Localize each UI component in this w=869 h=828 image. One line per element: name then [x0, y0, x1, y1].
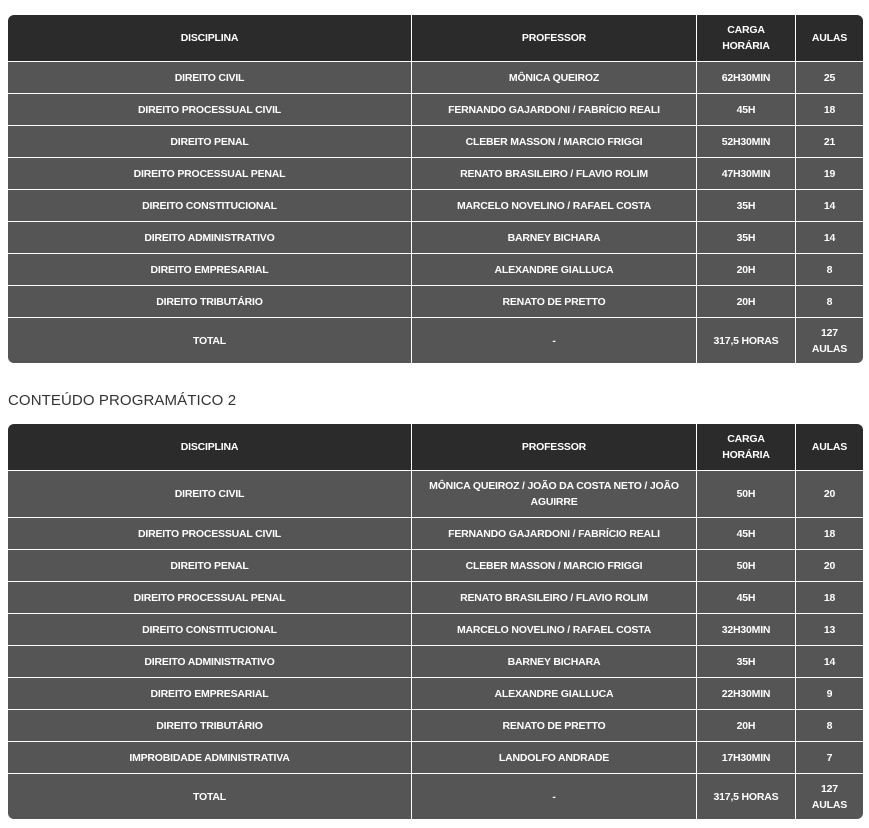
header-aulas: AULAS — [796, 424, 863, 471]
cell-professor: BARNEY BICHARA — [412, 646, 697, 678]
table-row — [8, 471, 863, 518]
cell-carga-horaria: 50H — [697, 471, 796, 518]
cell-professor: RENATO BRASILEIRO / FLAVIO ROLIM — [412, 582, 697, 614]
cell-carga-horaria: 45H — [697, 582, 796, 614]
cell-aulas: 8 — [796, 254, 863, 286]
cell-disciplina: DIREITO CONSTITUCIONAL — [8, 614, 412, 646]
cell-carga-horaria: 35H — [697, 222, 796, 254]
total-carga-horaria: 317,5 HORAS — [697, 318, 796, 363]
cell-carga-horaria: 20H — [697, 710, 796, 742]
cell-professor: RENATO BRASILEIRO / FLAVIO ROLIM — [412, 158, 697, 190]
cell-professor: MÔNICA QUEIROZ / JOÃO DA COSTA NETO / JOÃO AGUIRRE — [412, 471, 697, 518]
cell-disciplina: DIREITO TRIBUTÁRIO — [8, 710, 412, 742]
table-row — [8, 550, 863, 582]
cell-disciplina: DIREITO ADMINISTRATIVO — [8, 646, 412, 678]
cell-professor: FERNANDO GAJARDONI / FABRÍCIO REALI — [412, 94, 697, 126]
header-disciplina: DISCIPLINA — [8, 424, 412, 471]
table-row — [8, 678, 863, 710]
cell-professor: MÔNICA QUEIROZ — [412, 62, 697, 94]
cell-carga-horaria: 20H — [697, 286, 796, 318]
cell-disciplina: IMPROBIDADE ADMINISTRATIVA — [8, 742, 412, 774]
cell-carga-horaria: 22H30MIN — [697, 678, 796, 710]
table-row — [8, 126, 863, 158]
cell-disciplina: DIREITO PROCESSUAL PENAL — [8, 582, 412, 614]
table-1-body — [8, 62, 863, 363]
header-carga-horaria — [697, 424, 796, 471]
header-carga-line1: CARGA — [727, 433, 765, 445]
table-row — [8, 158, 863, 190]
table-row — [8, 286, 863, 318]
cell-professor: MARCELO NOVELINO / RAFAEL COSTA — [412, 190, 697, 222]
cell-carga-horaria: 35H — [697, 646, 796, 678]
cell-aulas: 21 — [796, 126, 863, 158]
cell-aulas: 25 — [796, 62, 863, 94]
cell-disciplina: DIREITO ADMINISTRATIVO — [8, 222, 412, 254]
cell-disciplina: DIREITO EMPRESARIAL — [8, 678, 412, 710]
total-aulas — [796, 774, 863, 819]
cell-disciplina: DIREITO CONSTITUCIONAL — [8, 190, 412, 222]
cell-aulas: 8 — [796, 710, 863, 742]
cell-professor: FERNANDO GAJARDONI / FABRÍCIO REALI — [412, 518, 697, 550]
total-aulas-line2: AULAS — [811, 342, 848, 355]
cell-carga-horaria: 20H — [697, 254, 796, 286]
table-row — [8, 222, 863, 254]
table-row — [8, 614, 863, 646]
cell-disciplina: DIREITO TRIBUTÁRIO — [8, 286, 412, 318]
table-row — [8, 254, 863, 286]
course-table-1 — [8, 15, 863, 363]
header-disciplina: DISCIPLINA — [8, 15, 412, 62]
cell-carga-horaria: 47H30MIN — [697, 158, 796, 190]
cell-professor: MARCELO NOVELINO / RAFAEL COSTA — [412, 614, 697, 646]
cell-disciplina: DIREITO PROCESSUAL CIVIL — [8, 518, 412, 550]
header-professor: PROFESSOR — [412, 424, 697, 471]
header-carga-horaria — [697, 15, 796, 62]
table-header-row — [8, 424, 863, 471]
cell-aulas: 20 — [796, 550, 863, 582]
cell-disciplina: DIREITO CIVIL — [8, 62, 412, 94]
total-professor: - — [412, 774, 697, 819]
cell-disciplina: DIREITO PENAL — [8, 126, 412, 158]
cell-disciplina: DIREITO PENAL — [8, 550, 412, 582]
cell-disciplina: DIREITO PROCESSUAL PENAL — [8, 158, 412, 190]
cell-professor: ALEXANDRE GIALLUCA — [412, 254, 697, 286]
total-aulas — [796, 318, 863, 363]
cell-disciplina: DIREITO CIVIL — [8, 471, 412, 518]
cell-aulas: 9 — [796, 678, 863, 710]
section-title: CONTEÚDO PROGRAMÁTICO 2 — [8, 392, 237, 409]
cell-aulas: 14 — [796, 646, 863, 678]
total-aulas-line1: 127 — [821, 326, 838, 339]
total-label: TOTAL — [8, 774, 412, 819]
course-table-2 — [8, 424, 863, 819]
cell-professor: CLEBER MASSON / MARCIO FRIGGI — [412, 126, 697, 158]
header-professor: PROFESSOR — [412, 15, 697, 62]
table-2-container — [8, 424, 863, 819]
table-row — [8, 646, 863, 678]
cell-carga-horaria: 52H30MIN — [697, 126, 796, 158]
cell-professor: BARNEY BICHARA — [412, 222, 697, 254]
total-row — [8, 318, 863, 363]
cell-professor: RENATO DE PRETTO — [412, 286, 697, 318]
cell-carga-horaria: 32H30MIN — [697, 614, 796, 646]
cell-aulas: 19 — [796, 158, 863, 190]
total-carga-horaria: 317,5 HORAS — [697, 774, 796, 819]
table-row — [8, 518, 863, 550]
cell-aulas: 18 — [796, 582, 863, 614]
cell-professor: CLEBER MASSON / MARCIO FRIGGI — [412, 550, 697, 582]
cell-carga-horaria: 17H30MIN — [697, 742, 796, 774]
cell-aulas: 20 — [796, 471, 863, 518]
table-row — [8, 710, 863, 742]
total-professor: - — [412, 318, 697, 363]
header-carga-line1: CARGA — [727, 24, 765, 36]
total-label: TOTAL — [8, 318, 412, 363]
table-row — [8, 62, 863, 94]
cell-carga-horaria: 50H — [697, 550, 796, 582]
total-aulas-line2: AULAS — [811, 798, 848, 811]
cell-carga-horaria: 45H — [697, 518, 796, 550]
cell-disciplina: DIREITO EMPRESARIAL — [8, 254, 412, 286]
cell-aulas: 7 — [796, 742, 863, 774]
cell-aulas: 8 — [796, 286, 863, 318]
table-1-container — [8, 15, 863, 363]
header-aulas: AULAS — [796, 15, 863, 62]
cell-professor: ALEXANDRE GIALLUCA — [412, 678, 697, 710]
table-row — [8, 94, 863, 126]
cell-carga-horaria: 45H — [697, 94, 796, 126]
cell-aulas: 18 — [796, 518, 863, 550]
cell-aulas: 18 — [796, 94, 863, 126]
table-row — [8, 742, 863, 774]
cell-aulas: 14 — [796, 222, 863, 254]
cell-professor: LANDOLFO ANDRADE — [412, 742, 697, 774]
table-header-row — [8, 15, 863, 62]
cell-professor: RENATO DE PRETTO — [412, 710, 697, 742]
cell-aulas: 14 — [796, 190, 863, 222]
header-carga-line2: HORÁRIA — [722, 449, 770, 461]
table-row — [8, 190, 863, 222]
cell-carga-horaria: 35H — [697, 190, 796, 222]
cell-carga-horaria: 62H30MIN — [697, 62, 796, 94]
cell-aulas: 13 — [796, 614, 863, 646]
cell-disciplina: DIREITO PROCESSUAL CIVIL — [8, 94, 412, 126]
table-row — [8, 582, 863, 614]
table-2-body — [8, 471, 863, 819]
total-aulas-line1: 127 — [821, 782, 838, 795]
header-carga-line2: HORÁRIA — [722, 40, 770, 52]
total-row — [8, 774, 863, 819]
